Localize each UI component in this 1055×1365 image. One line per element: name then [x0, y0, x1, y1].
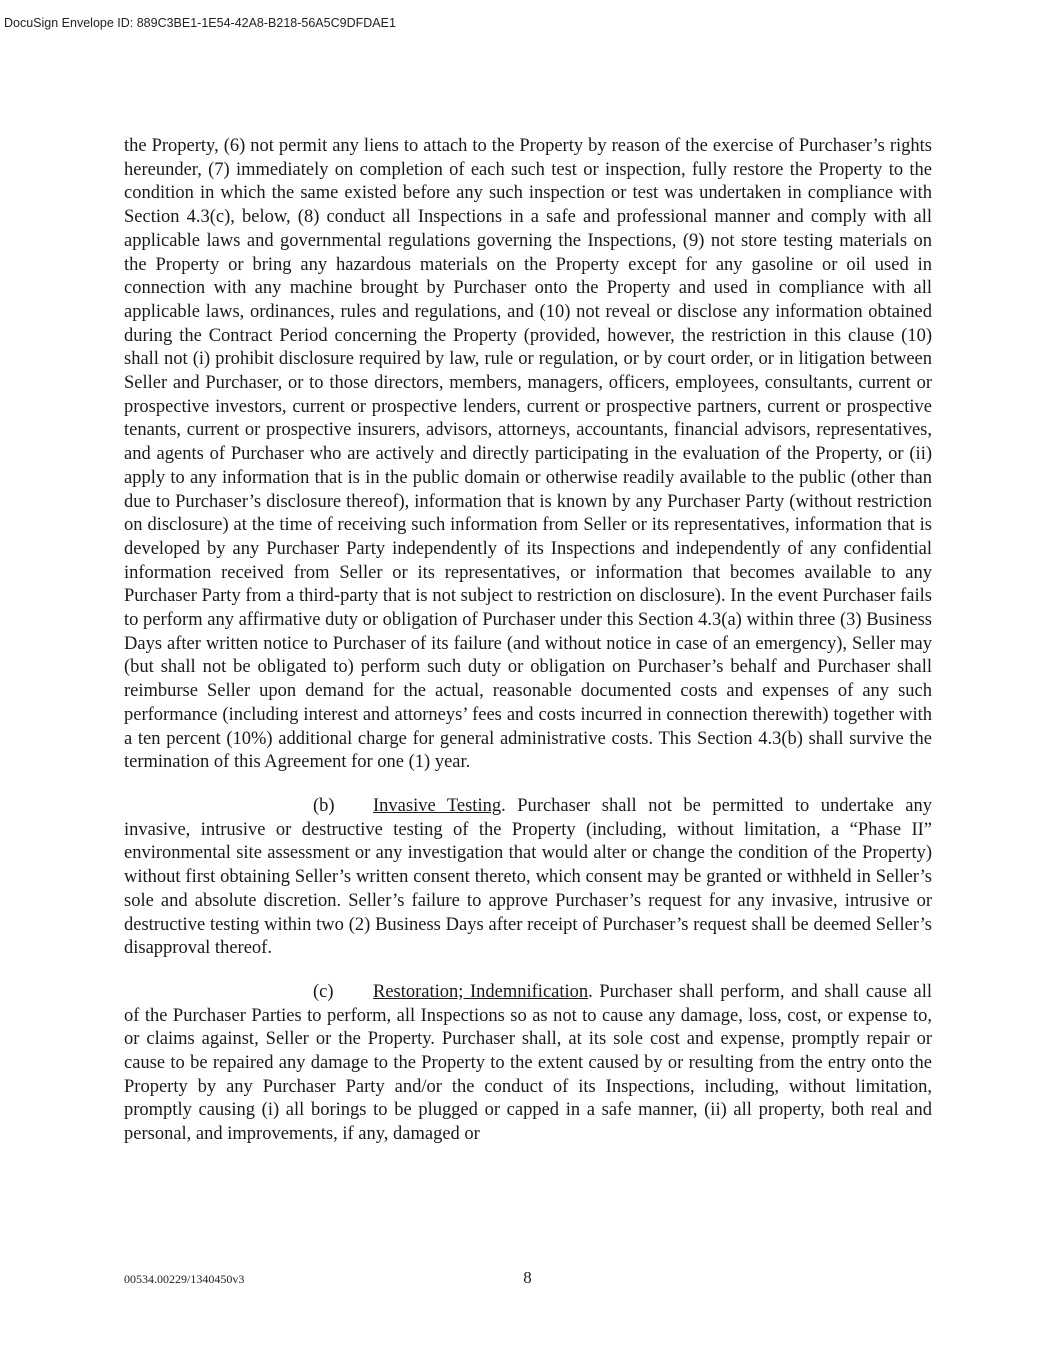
section-b-paragraph [124, 795, 932, 961]
document-reference-number: 00534.00229/1340450v3 [124, 1272, 245, 1286]
section-c-heading: Restoration; Indemnification [373, 981, 589, 1002]
section-b-text: . Purchaser shall not be permitted to undertake any invasive, intrusive or destructive testing of the Property (including, without limitation, a “Phase II” environmental site assessment or any investigation that would alter or change the condition of the Property) without first obtaining Seller’s written consent thereto, which consent may be granted or withheld in Seller’s sole and absolute discretion. Seller’s failure to approve Purchaser’s request for any invasive, intrusive or destructive testing within two (2) Business Days after receipt of Purchaser’s request shall be deemed Seller’s disapproval thereof. [124, 795, 932, 959]
section-b-heading: Invasive Testing [373, 795, 502, 816]
page-number: 8 [523, 1268, 532, 1287]
docusign-envelope-id: DocuSign Envelope ID: 889C3BE1-1E54-42A8-B218-56A5C9DFDAE1 [4, 16, 396, 30]
section-b-number: (b) [313, 795, 335, 816]
paragraph-continuation: the Property, (6) not permit any liens to attach to the Property by reason of the exercise of Purchaser’s rights hereunder, (7) immediately on completion of each such test or inspection, fully restore the Property to the condition in which the same existed before any such inspection or test was undertaken in compliance with Section 4.3(c), below, (8) conduct all Inspections in a safe and professional manner and comply with all applicable laws and governmental regulations governing the Inspections, (9) not store testing materials on the Property or bring any hazardous materials on the Property except for any gasoline or oil used in connection with any machine brought by Purchaser onto the Property and used in compliance with all applicable laws, ordinances, rules and regulations, and (10) not reveal or disclose any information obtained during the Contract Period concerning the Property (provided, however, the restriction in this clause (10) shall not (i) prohibit disclosure required by law, rule or regulation, or by court order, or in litigation between Seller and Purchaser, or to those directors, members, managers, officers, employees, consultants, current or prospective investors, current or prospective lenders, current or prospective partners, current or prospective tenants, current or prospective insurers, advisors, attorneys, accountants, financial advisors, representatives, and agents of Purchaser who are actively and directly participating in the evaluation of the Property, or (ii) apply to any information that is in the public domain or otherwise readily available to the public (other than due to Purchaser’s disclosure thereof), information that is known by any Purchaser Party (without restriction on disclosure) at the time of receiving such information from Seller or its representatives, information that is developed by any Purchaser Party independently of its Inspections and independently of any confidential information received from Seller or its representatives, or information that becomes available to any Purchaser Party from a third-party that is not subject to restriction on disclosure). In the event Purchaser fails to perform any affirmative duty or obligation of Purchaser under this Section 4.3(a) within three (3) Business Days after written notice to Purchaser of its failure (and without notice in case of an emergency), Seller may (but shall not be obligated to) perform such duty or obligation on Purchaser’s behalf and Purchaser shall reimburse Seller upon demand for the actual, reasonable documented costs and expenses of any such performance (including interest and attorneys’ fees and costs incurred in connection therewith) together with a ten percent (10%) additional charge for general administrative costs. This Section 4.3(b) shall survive the termination of this Agreement for one (1) year. [124, 136, 932, 773]
section-c-number: (c) [313, 981, 334, 1002]
document-body [124, 135, 932, 1167]
section-c-paragraph [124, 981, 932, 1147]
section-c-text: . Purchaser shall perform, and shall cause all of the Purchaser Parties to perform, all Inspections so as not to cause any damage, loss, cost, or expense to, or claims against, Seller or the Property. Purchaser shall, at its sole cost and expense, promptly repair or cause to be repaired any damage to the Property to the extent caused by or resulting from the entry onto the Property by any Purchaser Party and/or the conduct of its Inspections, including, without limitation, promptly causing (i) all borings to be plugged or capped in a safe manner, (ii) all property, both real and personal, and improvements, if any, damaged or [124, 981, 932, 1145]
